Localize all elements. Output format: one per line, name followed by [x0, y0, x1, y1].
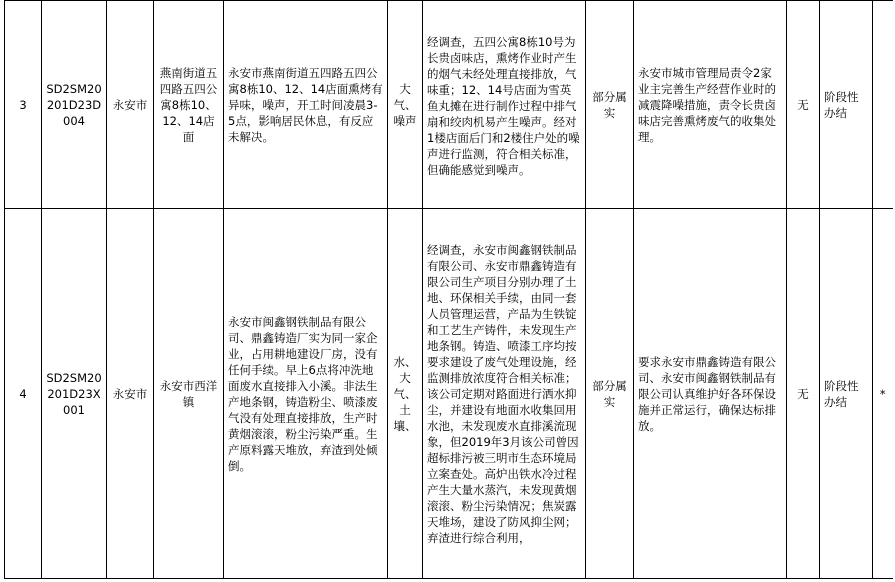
accountability-cell: 无 — [787, 1, 820, 209]
handling-cell: 要求永安市鼎鑫铸造有限公司、永安市闽鑫钢铁制品有限公司认真维护好各环保设施并正常运行，确保达标排放。 — [634, 209, 787, 579]
complaint-content: 永安市闽鑫钢铁制品有限公司、鼎鑫铸造厂实为同一家企业，占用耕地建设厂房，没有任何手续。早上6点将冲洗地面废水直接排入小溪。非法生产地条钢，铸造粉尘、喷漆废气没有处理直接排放，生产时黄烟滚滚，粉尘污染严重。生产原料露天堆放，弃渣到处倾倒。 — [224, 209, 388, 579]
row-number: 4 — [5, 209, 42, 579]
handling-cell: 永安市城市管理局责令2家业主完善生产经营作业时的减震降噪措施，责令长贵卤味店完善熏烤废气的收集处理。 — [634, 1, 787, 209]
document-page — [4, 0, 893, 579]
location-cell: 燕南街道五四路五四公寓8栋10、12、14店面 — [154, 1, 224, 209]
case-code: SD2SM20201D23X001 — [42, 209, 107, 579]
complaint-table — [4, 0, 893, 579]
row-number: 3 — [5, 1, 42, 209]
verdict-cell: 部分属实 — [586, 1, 634, 209]
investigation-result: 经调查，永安市闽鑫钢铁制品有限公司、永安市鼎鑫铸造有限公司生产项目分别办理了土地、环保相关手续，由同一套人员管理运营，产品为生铁锭和工艺生产铸件，未发现生产地条钢。铸造、喷漆工序均按要求建设了废气处理设施，经监测排放浓度符合相关标准；该公司定期对路面进行洒水抑尘，并建设有地面水收集回用水池，未发现废水直排溪流现象，但2019年3月该公司曾因超标排污被三明市生态环境局立案查处。高炉出铁水冷过程产生大量水蒸汽，未发现黄烟滚滚、粉尘污染情况；焦炭露天堆场，建设了防风抑尘网；弃渣进行综合利用， — [423, 209, 586, 579]
verdict-cell: 部分属实 — [586, 209, 634, 579]
mark-cell: * — [873, 209, 893, 579]
case-code: SD2SM20201D23D004 — [42, 1, 107, 209]
location-cell: 永安市西洋镇 — [154, 209, 224, 579]
accountability-cell: 无 — [787, 209, 820, 579]
complaint-content: 永安市燕南街道五四路五四公寓8栋10、12、14店面熏烤有异味，噪声，开工时间凌晨3-5点，影响居民休息，有反应未解决。 — [224, 1, 388, 209]
region-cell: 永安市 — [107, 1, 154, 209]
status-cell: 阶段性办结 — [820, 209, 873, 579]
status-cell: 阶段性办结 — [820, 1, 873, 209]
pollution-type: 水、大气、土壤、 — [388, 209, 423, 579]
pollution-type: 大气、噪声 — [388, 1, 423, 209]
mark-cell — [873, 1, 893, 209]
table-row — [5, 1, 893, 209]
investigation-result: 经调查，五四公寓8栋10号为长贵卤味店，熏烤作业时产生的烟气未经处理直接排放，气味重；12、14号店面为雪英鱼丸摊在进行制作过程中排气扇和绞肉机易产生噪声。经对1楼店面后门和2楼住户处的噪声进行监测，符合相关标准，但确能感觉到噪声。 — [423, 1, 586, 209]
table-row — [5, 209, 893, 579]
region-cell: 永安市 — [107, 209, 154, 579]
